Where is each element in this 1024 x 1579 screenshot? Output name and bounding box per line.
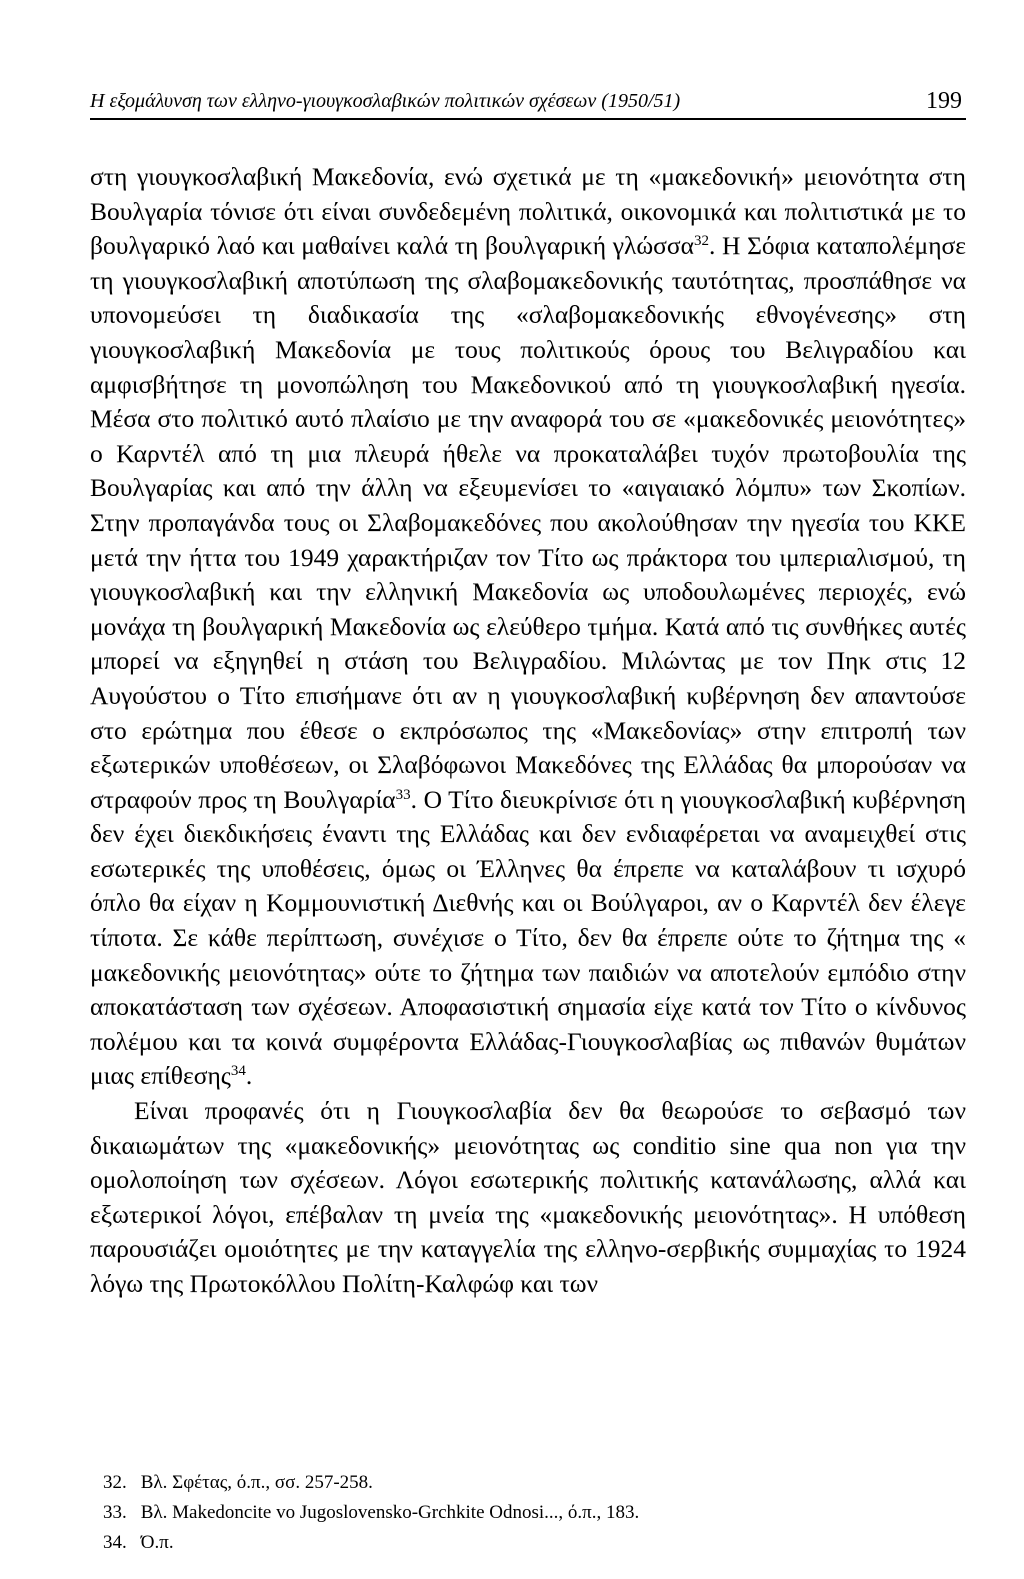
footnotes xyxy=(103,1468,963,1558)
paragraph-text: . Η Σόφια καταπολέμησε τη γιουγκοσλαβική αποτύπωση της σλαβομακεδονικής ταυτότητας, προσπάθησε να υπονομεύσει τη διαδικασία της «σλαβομακεδονικής εθνογένεσης» στη γιουγκοσλαβική Μακεδονία με τους πολιτικούς όρους του Βελιγραδίου και αμφισβήτησε τη μονοπώληση του Μακεδονικού από τη γιουγκοσλαβική ηγεσία. Μέσα στο πολιτικό αυτό πλαίσιο με την αναφορά του σε «μακεδονικές μειονότητες» ο Καρντέλ από τη μια πλευρά ήθελε να προκαταλάβει τυχόν πρωτοβουλία της Βουλγαρίας και από την άλλη να εξευμενίσει το «αιγαιακό λόμπυ» των Σκοπίων. Στην προπαγάνδα τους οι Σλαβομακεδόνες που ακολούθησαν την ηγεσία του ΚΚΕ μετά την ήττα του 1949 χαρακτήριζαν τον Τίτο ως πράκτορα του ιμπεριαλισμού, τη γιουγκοσλαβική και την ελληνική Μακεδονία ως υποδουλωμένες περιοχές, ενώ μονάχα τη βουλγαρική Μακεδονία ως ελεύθερο τμήμα. Κατά από τις συνθήκες αυτές μπορεί να εξηγηθεί η στάση του Βελιγραδίου. Μιλώντας με τον Πηκ στις 12 Αυγούστου ο Τίτο επισήμανε ότι αν η γιουγκοσλαβική κυβέρνηση δεν απαντούσε στο ερώτημα που έθεσε ο εκπρόσωπος της «Μακεδονίας» στην επιτροπή των εξωτερικών υποθέσεων, οι Σλαβόφωνοι Μακεδόνες της Ελλάδας θα μπορούσαν να στραφούν προς τη Βουλγαρία xyxy=(90,231,966,814)
page-number: 199 xyxy=(926,88,962,114)
footnote-text: Βλ. Makedoncite vo Jugoslovensko-Grchkite Odnosi..., ό.π., 183. xyxy=(140,1502,640,1523)
footnote xyxy=(103,1468,963,1498)
header-rule xyxy=(90,118,966,120)
footnote-reference: 33 xyxy=(395,786,411,803)
footnote-number: 33. xyxy=(103,1502,127,1523)
paragraph-text: Είναι προφανές ότι η Γιουγκοσλαβία δεν θα θεωρούσε το σεβασμό των δικαιωμάτων της «μακεδονικής» μειονότητας ως conditio sine qua non για την ομολοποίηση των σχέσεων. Λόγοι εσωτερικής πολιτικής κατανάλωσης, αλλά και εξωτερικοί λόγοι, επέβαλαν τη μνεία της «μακεδονικής μειονότητας». Η υπόθεση παρουσιάζει ομοιότητες με την καταγγελία της ελληνο-σερβικής συμμαχίας το 1924 λόγω της Πρωτοκόλλου Πολίτη-Καλφώφ και των xyxy=(90,1096,966,1298)
paragraph-text: στη γιουγκοσλαβική Μακεδονία, ενώ σχετικά με τη «μακεδονική» μειονότητα στη Βουλγαρία τόνισε ότι είναι συνδεδεμένη πολιτικά, οικονομικά και πολιτιστικά με το βουλγαρικό λαό και μαθαίνει καλά τη βουλγαρική γλώσσα xyxy=(90,162,966,261)
footnote-text: Ό.π. xyxy=(140,1532,174,1553)
footnote-reference: 32 xyxy=(694,233,709,250)
footnote xyxy=(103,1498,963,1528)
footnote-text: Βλ. Σφέτας, ό.π., σσ. 257-258. xyxy=(140,1472,373,1493)
paragraph xyxy=(90,1094,966,1302)
footnote-reference: 34 xyxy=(230,1063,246,1080)
paragraph xyxy=(90,160,966,1094)
footnote-number: 34. xyxy=(103,1532,127,1553)
paragraph-text: . xyxy=(245,1061,253,1091)
body-text xyxy=(90,160,966,1302)
running-header-title: Η εξομάλυνση των ελληνο-γιουγκοσλαβικών πολιτικών σχέσεων (1950/51) xyxy=(90,90,681,112)
running-header xyxy=(90,72,966,120)
footnote-number: 32. xyxy=(103,1472,127,1493)
paragraph-text: . Ο Τίτο διευκρίνισε ότι η γιουγκοσλαβική κυβέρνηση δεν έχει διεκδικήσεις έναντι της Ελλάδας και δεν ενδιαφέρεται να αναμειχθεί στις εσωτερικές της υποθέσεις, όμως οι Έλληνες θα έπρεπε να καταλάβουν τι ισχυρό όπλο θα είχαν η Κομμουνιστική Διεθνής και οι Βούλγαροι, αν ο Καρντέλ δεν έλεγε τίποτα. Σε κάθε περίπτωση, συνέχισε ο Τίτο, δεν θα έπρεπε ούτε το ζήτημα της « μακεδονικής μειονότητας» ούτε το ζήτημα των παιδιών να αποτελούν εμπόδιο στην αποκατάσταση των σχέσεων. Αποφασιστική σημασία είχε κατά τον Τίτο ο κίνδυνος πολέμου και τα κοινά συμφέροντα Ελλάδας-Γιουγκοσλαβίας ως πιθανών θυμάτων μιας επίθεσης xyxy=(90,784,967,1091)
footnote xyxy=(103,1528,963,1558)
